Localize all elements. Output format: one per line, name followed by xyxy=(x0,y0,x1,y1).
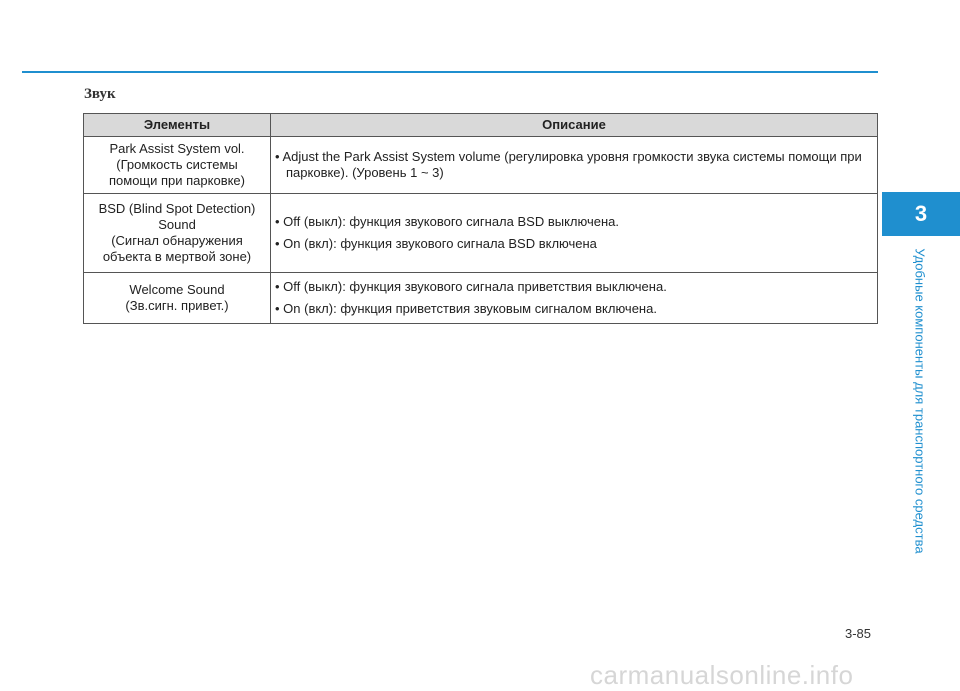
chapter-title: Удобные компоненты для транспортного средства xyxy=(912,248,928,554)
chapter-title-side xyxy=(912,236,928,566)
description-bullet: • Adjust the Park Assist System volume (регулировка уровня громкости звука системы помощи при парковке). (Уровень 1 ~ 3) xyxy=(275,149,862,180)
description-bullet: • On (вкл): функция звукового сигнала BSD включена xyxy=(275,236,597,251)
item-label-line: помощи при парковке) xyxy=(108,173,245,188)
table-row xyxy=(84,137,878,194)
description-cell xyxy=(271,194,878,273)
section-title: Звук xyxy=(84,86,116,102)
table-header-row xyxy=(84,114,878,137)
watermark: carmanualsonline.info xyxy=(590,660,854,690)
item-cell xyxy=(84,194,271,273)
chapter-number-tab: 3 xyxy=(882,192,960,236)
item-label-line: (Зв.сигн. привет.) xyxy=(125,298,229,313)
item-cell xyxy=(84,137,271,194)
description-bullet: • On (вкл): функция приветствия звуковым сигналом включена. xyxy=(275,301,657,316)
item-cell xyxy=(84,273,271,324)
table-row xyxy=(84,273,878,324)
item-label-line: объекта в мертвой зоне) xyxy=(102,249,252,264)
item-label-line: Sound xyxy=(158,217,196,232)
description-bullet: • Off (выкл): функция звукового сигнала приветствия выключена. xyxy=(275,279,667,294)
table-row xyxy=(84,194,878,273)
description-cell xyxy=(271,273,878,324)
item-label-line: BSD (Blind Spot Detection) xyxy=(98,201,256,216)
item-label-line: (Громкость системы xyxy=(116,157,238,172)
top-divider xyxy=(22,71,878,73)
column-header-items: Элементы xyxy=(84,114,271,137)
item-label-line: Welcome Sound xyxy=(129,282,225,297)
page-number: 3-85 xyxy=(845,626,872,641)
item-label-line: (Сигнал обнаружения xyxy=(111,233,243,248)
column-header-description: Описание xyxy=(271,114,878,137)
sound-settings-table xyxy=(83,113,878,324)
description-cell xyxy=(271,137,878,194)
item-label-line: Park Assist System vol. xyxy=(109,141,245,156)
description-bullet: • Off (выкл): функция звукового сигнала BSD выключена. xyxy=(275,214,619,229)
